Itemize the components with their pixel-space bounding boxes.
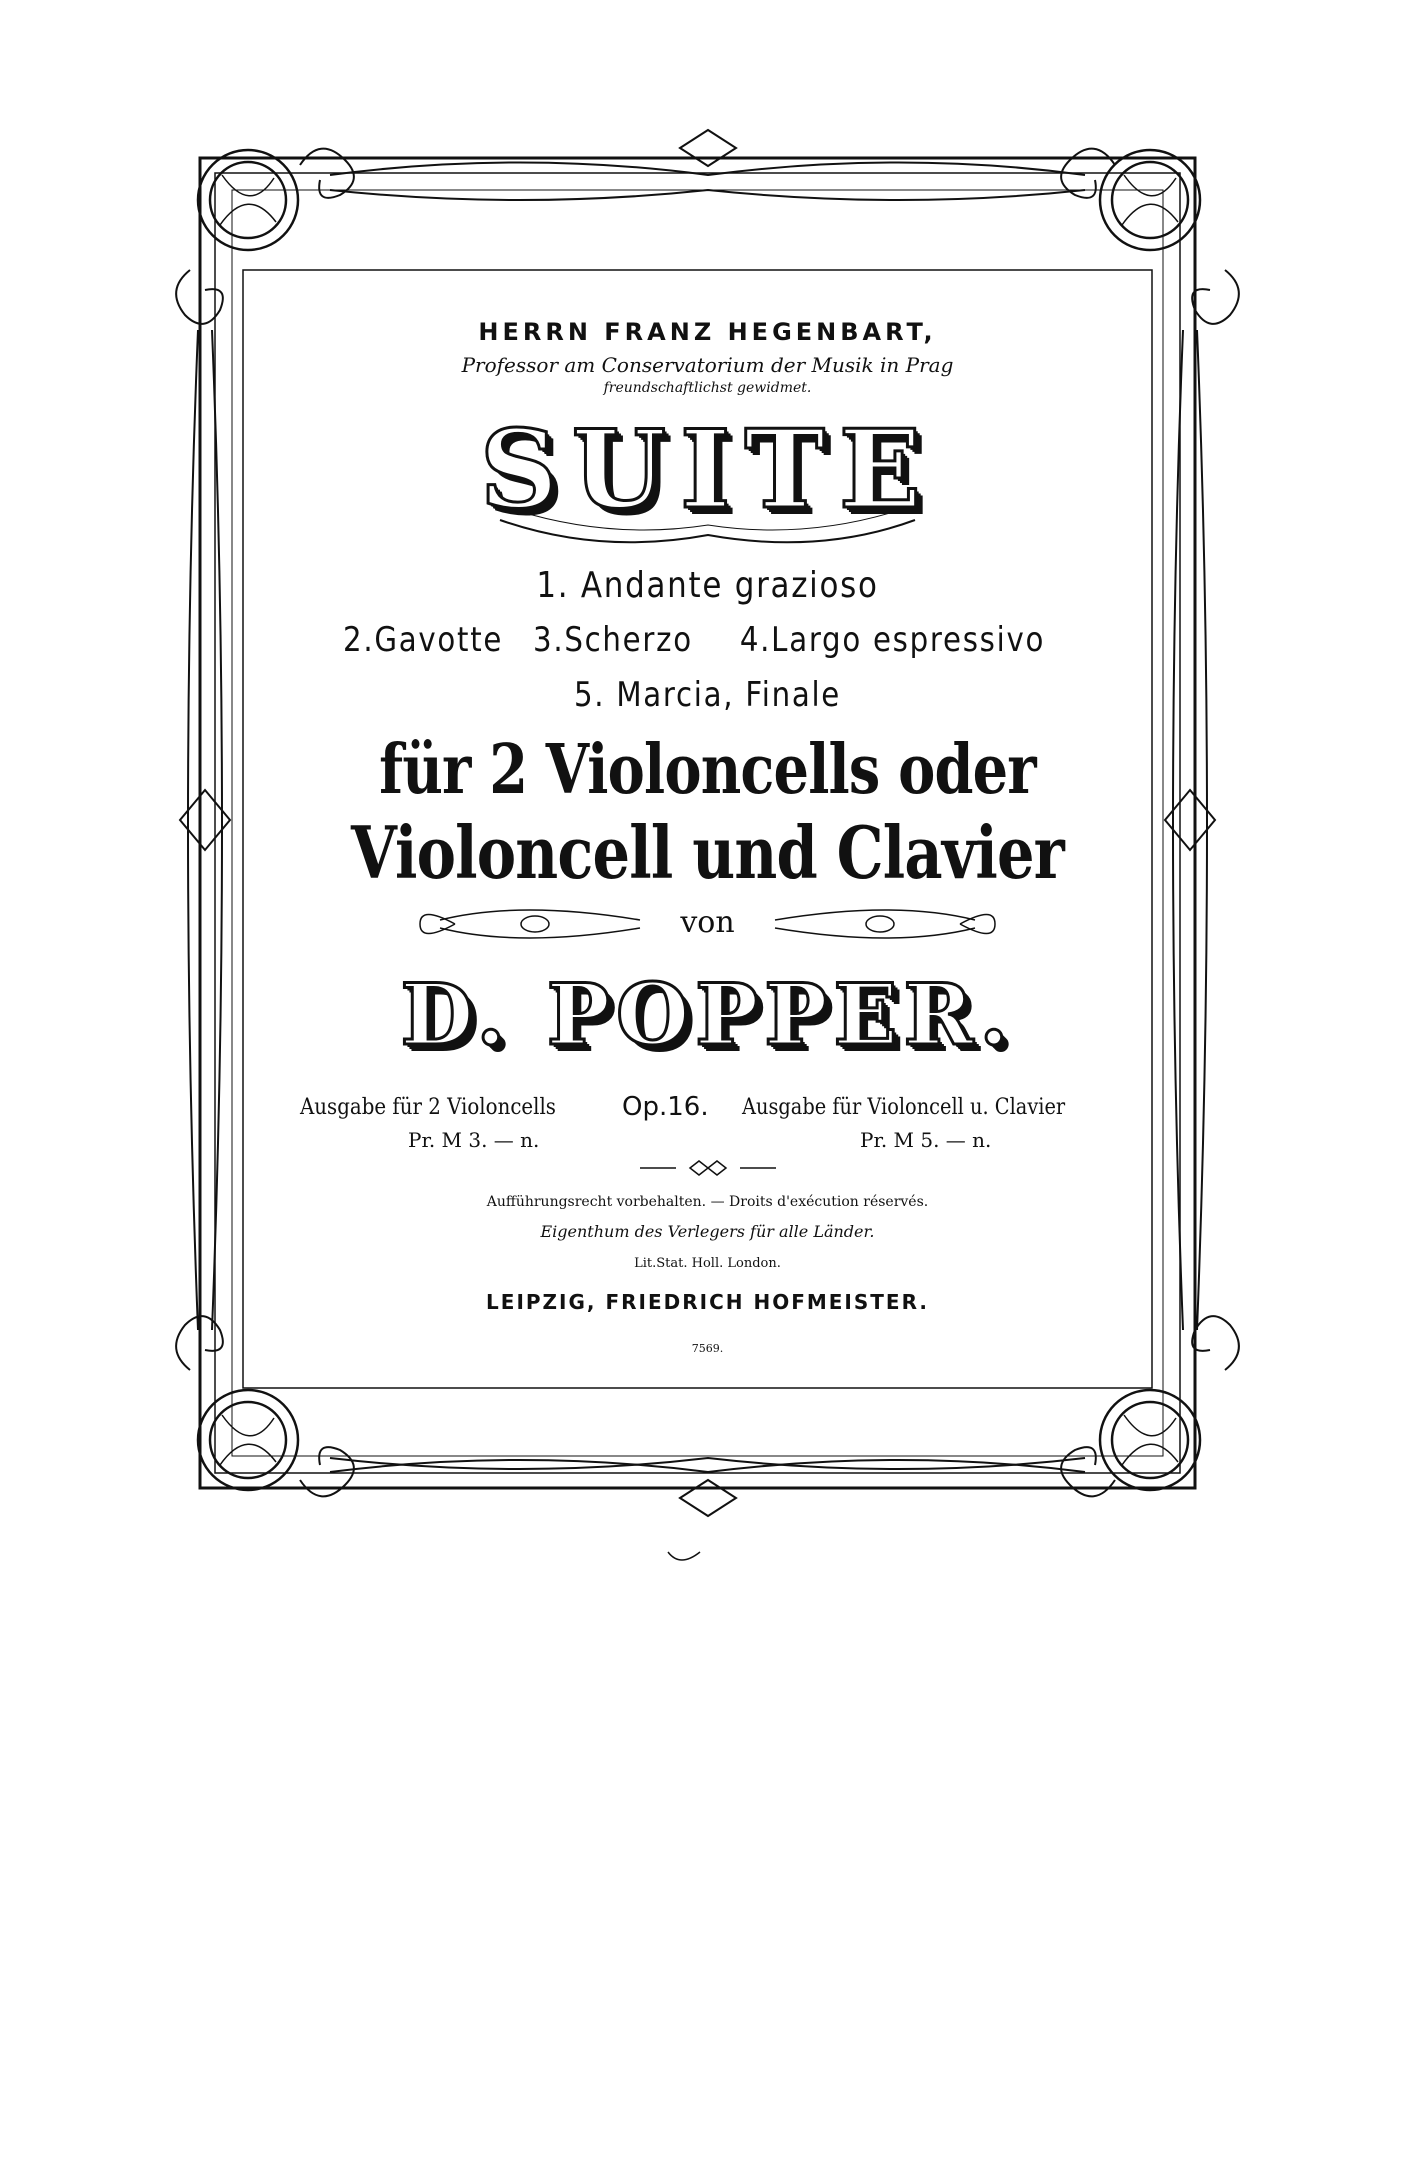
instrumentation-line-1: für 2 Violoncells oder <box>379 730 1036 810</box>
price-two-cellos: Pr. M 3. — n. <box>408 1128 540 1152</box>
plate-number: 7569. <box>691 1342 724 1355</box>
engraver-credit: Lit.Stat. Holl. London. <box>634 1256 781 1271</box>
dedication-recipient: HERRN FRANZ HEGENBART, <box>478 318 937 346</box>
dedication-note: freundschaftlichst gewidmet. <box>603 380 812 396</box>
movement-1: 1. Andante grazioso <box>536 565 879 606</box>
instrumentation-line-2: Violoncell und Clavier <box>351 810 1064 895</box>
movement-4: 4.Largo espressivo <box>739 620 1046 660</box>
movement-3: 3.Scherzo <box>533 620 693 660</box>
ownership-notice: Eigenthum des Verlegers für alle Länder. <box>540 1222 875 1241</box>
dedication-affiliation: Professor am Conservatorium der Musik in Prag <box>461 353 954 377</box>
movement-2: 2.Gavotte <box>343 620 504 660</box>
performance-rights: Aufführungsrecht vorbehalten. — Droits d'exécution réservés. <box>486 1194 929 1210</box>
edition-cello-piano: Ausgabe für Violoncell u. Clavier <box>742 1095 1066 1120</box>
movement-5: 5. Marcia, Finale <box>573 675 842 715</box>
work-title: SUITE <box>479 407 936 533</box>
opus-number: Op.16. <box>622 1092 709 1122</box>
publisher: LEIPZIG, FRIEDRICH HOFMEISTER. <box>486 1290 929 1314</box>
by-label: von <box>680 905 735 940</box>
composer-name: D. POPPER. <box>400 965 1015 1064</box>
edition-two-cellos: Ausgabe für 2 Violoncells <box>300 1095 556 1120</box>
price-cello-piano: Pr. M 5. — n. <box>860 1128 992 1152</box>
